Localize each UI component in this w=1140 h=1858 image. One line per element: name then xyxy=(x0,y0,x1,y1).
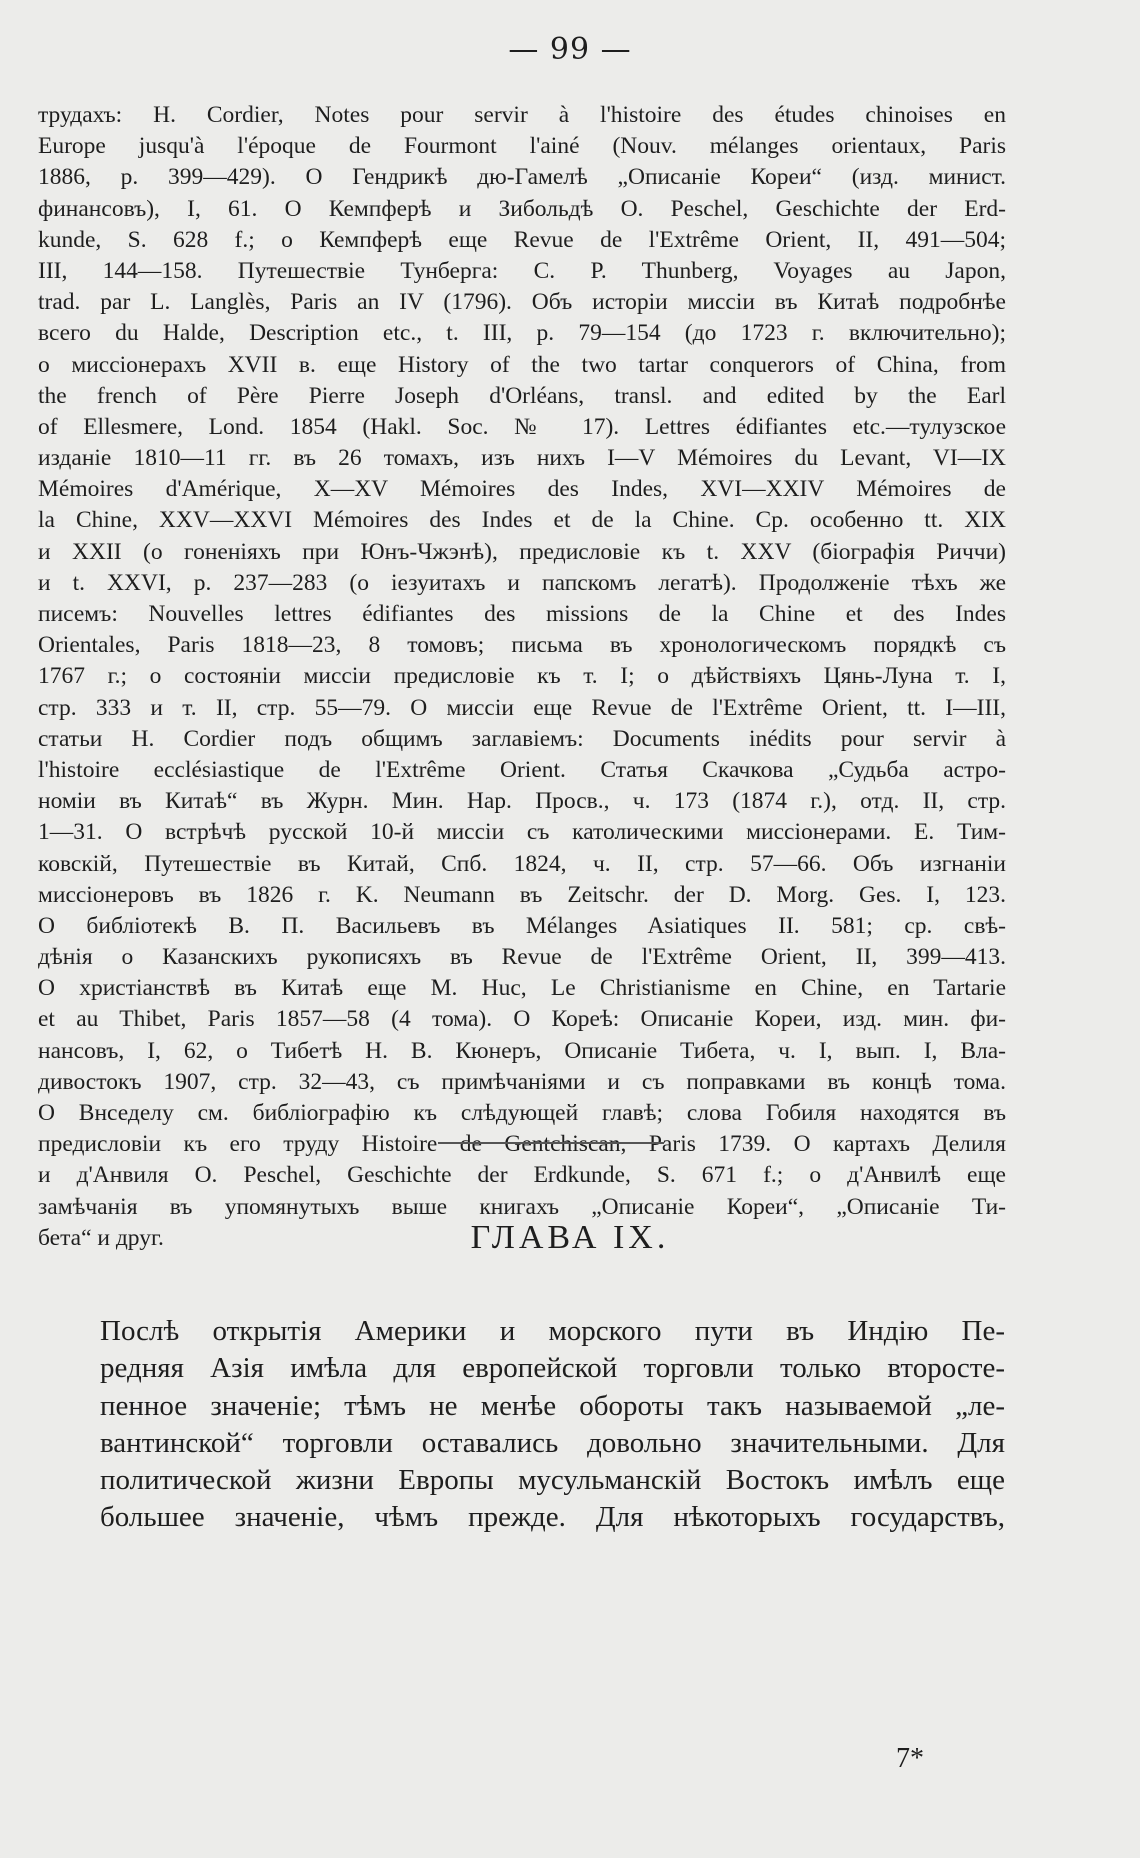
notes-line: писемъ: Nouvelles lettres édifiantes des missions de la Chine et des Indes xyxy=(38,601,1006,627)
notes-line: et au Thibet, Paris 1857—58 (4 тома). О Кореѣ: Описаніе Кореи, изд. мин. фи- xyxy=(38,1006,1006,1033)
body-line: политической жизни Европы мусульманскій Востокъ имѣлъ еще xyxy=(100,1464,1005,1497)
body-line: вантинской“ торговли оставались довольно значительными. Для xyxy=(100,1426,1005,1459)
body-line: большее значеніе, чѣмъ прежде. Для нѣкоторыхъ государствъ, xyxy=(100,1501,1005,1534)
notes-line: и t. XXVI, p. 237—283 (о іезуитахъ и папскомъ легатѣ). Продолженіе тѣхъ же xyxy=(38,569,1006,596)
notes-line: миссіонеровъ въ 1826 г. K. Neumann въ Zeitschr. der D. Morg. Ges. I, 123. xyxy=(38,881,1006,908)
notes-line: изданіе 1810—11 гг. въ 26 томахъ, изъ нихъ I—V Mémoires du Levant, VI—IX xyxy=(38,445,1006,472)
notes-line: Mémoires d'Amérique, X—XV Mémoires des Indes, XVI—XXIV Mémoires de xyxy=(38,476,1006,503)
body-line: редняя Азія имѣла для европейской торговли только второсте- xyxy=(100,1352,1005,1385)
notes-line: трудахъ: Н. Cordier, Notes pour servir à l'histoire des études chinoises en xyxy=(38,102,1006,128)
notes-line: of Ellesmere, Lond. 1854 (Hakl. Soc. № 17). Lettres édifiantes etc.—тулузское xyxy=(38,413,1006,440)
notes-line: предисловіи къ его труду Histoire de Gentchiscan, Paris 1739. О картахъ Делиля xyxy=(38,1131,1006,1158)
notes-line: О Внседелу см. библіографію къ слѣдующей главѣ; слова Гобиля находятся въ xyxy=(38,1100,1006,1126)
notes-line: ковскій, Путешествіе въ Китай, Спб. 1824, ч. II, стр. 57—66. Объ изгнаніи xyxy=(38,850,1006,877)
chapter-body-text xyxy=(100,1313,1005,1537)
notes-line: III, 144—158. Путешествіе Тунберга: С. P. Thunberg, Voyages au Japon, xyxy=(38,257,1006,284)
notes-line: дѣнія о Казанскихъ рукописяхъ въ Revue de l'Extrême Orient, II, 399—413. xyxy=(38,944,1006,971)
notes-line: и XXII (о гоненіяхъ при Юнъ-Чжэнѣ), предисловіе къ t. XXV (біографія Риччи) xyxy=(38,538,1006,565)
notes-line: о миссіонерахъ XVII в. еще History of the two tartar conquerors of China, from xyxy=(38,351,1006,378)
notes-line: the french of Père Pierre Joseph d'Orléans, transl. and edited by the Earl xyxy=(38,382,1006,409)
notes-line: стр. 333 и т. II, стр. 55—79. О миссіи еще Revue de l'Extrême Orient, tt. I—III, xyxy=(38,694,1006,721)
notes-line: kunde, S. 628 f.; о Кемпферѣ еще Revue de l'Extrême Orient, II, 491—504; xyxy=(38,226,1006,253)
notes-line: la Chine, XXV—XXVI Mémoires des Indes et de la Chine. Ср. особенно tt. XIX xyxy=(38,507,1006,534)
notes-line: всего du Halde, Description etc., t. III, p. 79—154 (до 1723 г. включительно); xyxy=(38,320,1006,347)
notes-line: статьи Н. Cordier подъ общимъ заглавіемъ: Documents inédits pour servir à xyxy=(38,725,1006,752)
page-number: — 99 — xyxy=(508,32,632,67)
notes-line: 1886, p. 399—429). О Гендрикѣ дю-Гамелѣ „Описаніе Кореи“ (изд. минист. xyxy=(38,164,1006,191)
notes-line: 1—31. О встрѣчѣ русской 10-й миссіи съ католическими миссіонерами. Е. Тим- xyxy=(38,819,1006,846)
notes-line: О христіанствѣ въ Китаѣ еще M. Huc, Le Christianisme en Chine, en Tartarie xyxy=(38,975,1006,1002)
notes-line: и д'Анвиля O. Peschel, Geschichte der Erdkunde, S. 671 f.; о д'Анвилѣ еще xyxy=(38,1162,1006,1189)
notes-line: Europe jusqu'à l'époque de Fourmont l'ainé (Nouv. mélanges orientaux, Paris xyxy=(38,133,1006,160)
notes-line: trad. par L. Langlès, Paris an IV (1796). Объ исторіи миссіи въ Китаѣ подробнѣе xyxy=(38,289,1006,316)
body-line: Послѣ открытія Америки и морского пути въ Индію Пе- xyxy=(100,1315,1005,1347)
body-line: пенное значеніе; тѣмъ не менѣе обороты такъ называемой „ле- xyxy=(100,1389,1005,1422)
section-divider xyxy=(438,1142,664,1144)
notes-line: номіи въ Китаѣ“ въ Журн. Мин. Нар. Просв., ч. 173 (1874 г.), отд. II, стр. xyxy=(38,788,1006,815)
notes-line: бета“ и друг. xyxy=(38,1224,164,1251)
bibliographic-notes xyxy=(38,100,1006,1254)
notes-line: нансовъ, I, 62, о Тибетѣ Н. В. Кюнеръ, Описаніе Тибета, ч. I, вып. I, Вла- xyxy=(38,1037,1006,1064)
notes-line: О библіотекѣ В. П. Васильевъ въ Mélanges Asiatiques II. 581; ср. свѣ- xyxy=(38,912,1006,939)
notes-line: Orientales, Paris 1818—23, 8 томовъ; письма въ хронологическомъ порядкѣ съ xyxy=(38,632,1006,659)
notes-line: l'histoire ecclésiastique de l'Extrême Orient. Статья Скачкова „Судьба астро- xyxy=(38,756,1006,783)
notes-line: замѣчанія въ упомянутыхъ выше книгахъ „Описаніе Кореи“, „Описаніе Ти- xyxy=(38,1193,1006,1220)
notes-line: 1767 г.; о состояніи миссіи предисловіе къ т. I; о дѣйствіяхъ Цянь-Луна т. I, xyxy=(38,663,1006,690)
chapter-title: ГЛАВА IX. xyxy=(470,1219,670,1256)
printer-signature-mark: 7* xyxy=(896,1743,924,1774)
notes-line: дивостокъ 1907, стр. 32—43, съ примѣчаніями и съ поправками въ концѣ тома. xyxy=(38,1068,1006,1095)
notes-line: финансовъ), I, 61. О Кемпферѣ и Зибольдѣ O. Peschel, Geschichte der Erd- xyxy=(38,195,1006,222)
